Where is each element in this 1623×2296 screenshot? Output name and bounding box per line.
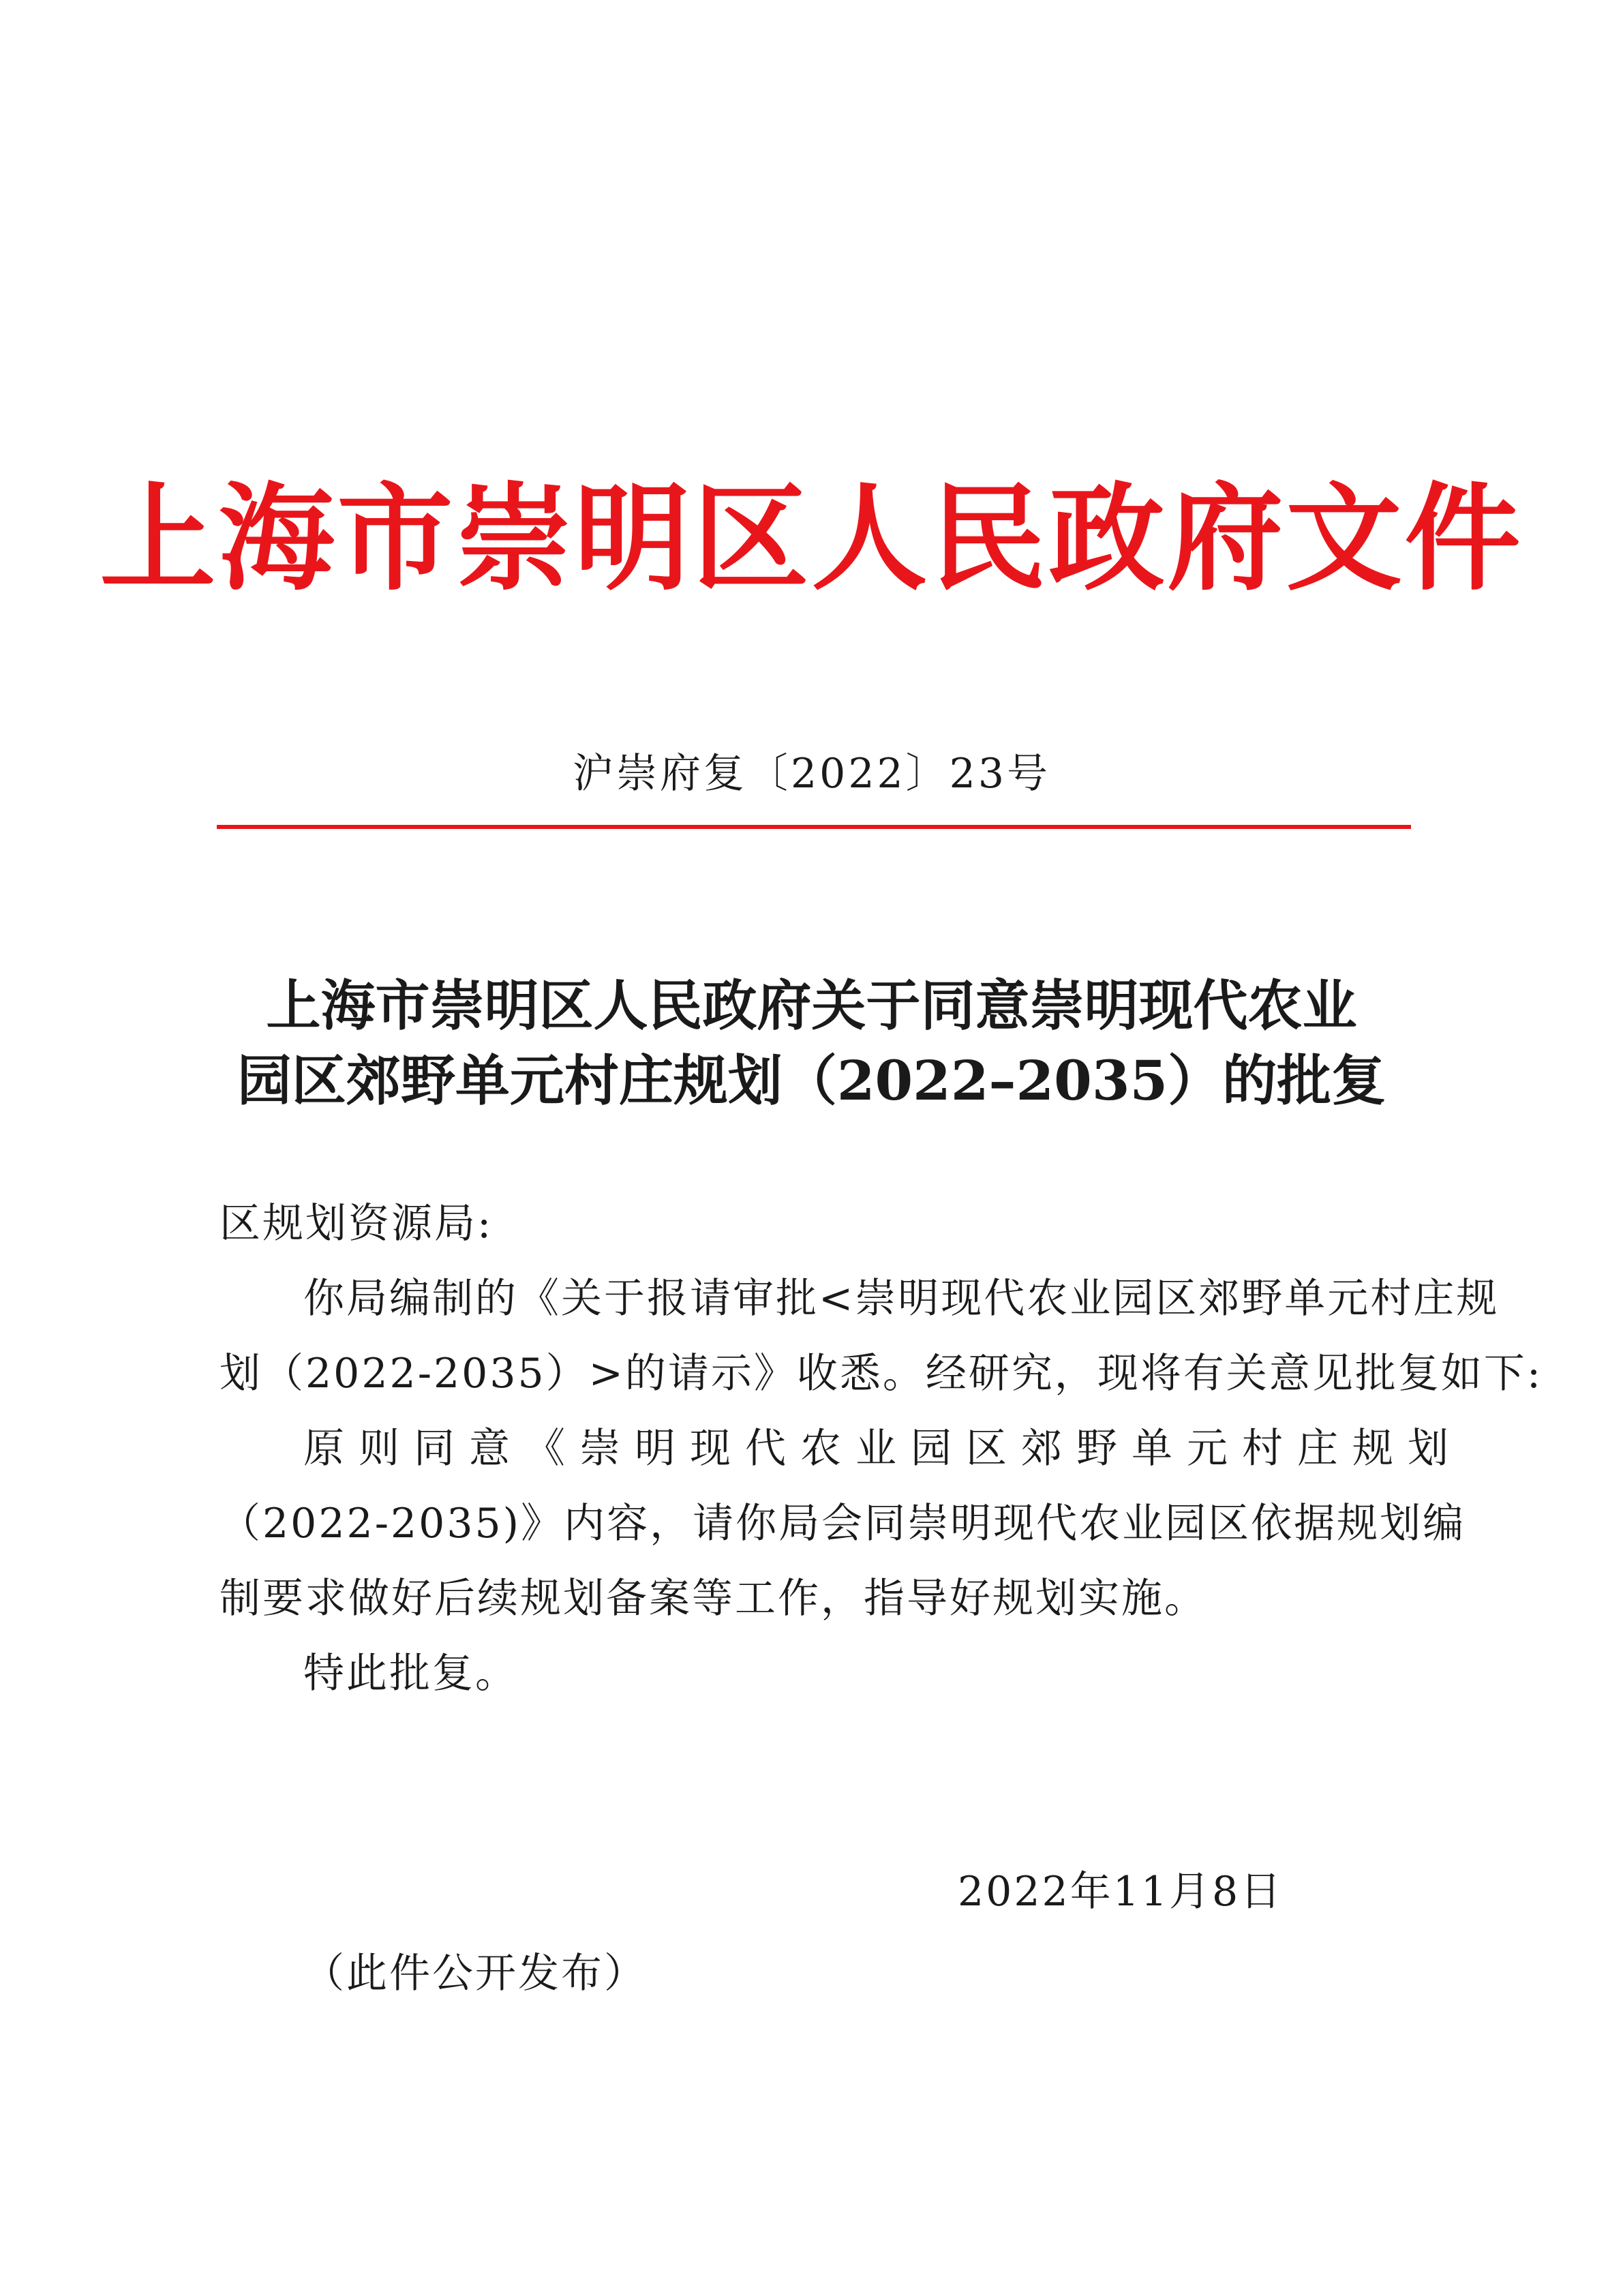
document-title-line-1: 上海市崇明区人民政府关于同意崇明现代农业: [266, 973, 1357, 1038]
addressee: 区规划资源局:: [219, 1200, 494, 1248]
paragraph-2-line-2: （2022-2035)》内容，请你局会同崇明现代农业园区依据规划编: [219, 1500, 1466, 1547]
document-header-title: 上海市崇明区人民政府文件: [100, 470, 1523, 607]
paragraph-1-line-2: 划（2022-2035）>的请示》收悉。经研究，现将有关意见批复如下:: [219, 1350, 1543, 1398]
document-number: 沪崇府复〔2022〕23号: [572, 750, 1051, 798]
header-divider-rule: [217, 825, 1411, 829]
issue-date: 2022年11月8日: [958, 1868, 1284, 1916]
paragraph-2-line-3: 制要求做好后续规划备案等工作，指导好规划实施。: [219, 1575, 1207, 1622]
paragraph-1-line-1: 你局编制的《关于报请审批<崇明现代农业园区郊野单元村庄规: [303, 1275, 1500, 1323]
paragraph-3: 特此批复。: [303, 1650, 518, 1697]
paragraph-2-line-1: 原则同意《崇明现代农业园区郊野单元村庄规划: [303, 1425, 1463, 1472]
publication-note: （此件公开发布）: [303, 1950, 647, 1997]
document-title-line-2: 园区郊野单元村庄规划（2022–2035）的批复: [237, 1048, 1386, 1113]
